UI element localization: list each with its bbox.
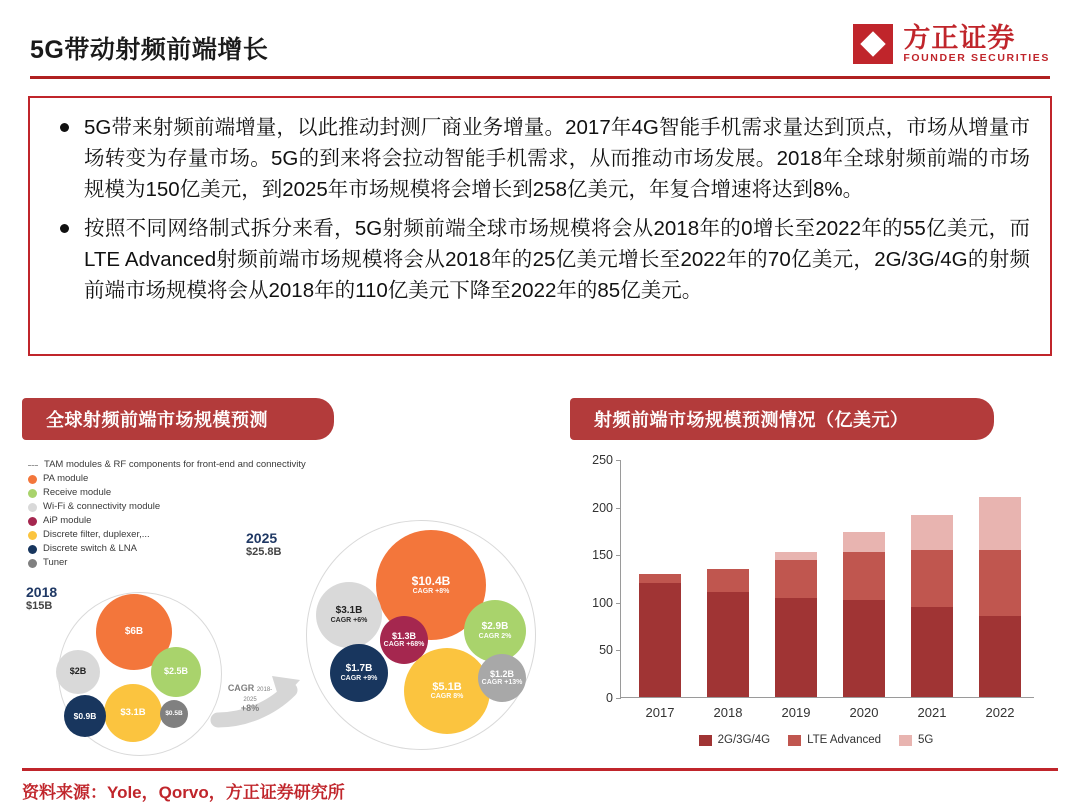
bar-segment-lte [707,569,749,593]
year-value: 2025 [246,530,278,546]
x-axis-tick: 2020 [849,705,879,720]
legend-item-note [28,458,306,472]
bubble-figure [18,452,546,752]
bubble-value: $6B [124,625,144,637]
bubble-cagr: CAGR +68% [383,641,425,649]
bar-column-2019 [775,552,817,720]
bubble-switch-2025 [330,644,388,702]
legend-swatch-icon [699,735,712,746]
bar-segment-5g [843,532,885,552]
page-title: 5G带动射频前端增长 [30,36,269,64]
arrow-cagr-label [224,684,276,714]
section-banner-right: 射频前端市场规模预测情况（亿美元） [570,398,994,440]
legend-color-dot-icon [28,489,37,498]
bar-segment-2g3g4g [911,607,953,697]
bubble-value: $0.9B [73,710,97,721]
legend-label: 5G [918,734,934,746]
bubble-value: $1.2B [489,668,515,679]
bubble-filter-2025 [404,648,490,734]
source-note: 资料来源：Yole，Qorvo，方正证券研究所 [22,783,345,802]
header-divider [30,76,1050,79]
bubble-value: $2.5B [163,666,189,677]
footer-divider [22,768,1058,771]
bar-segment-2g3g4g [639,583,681,697]
bar-segment-5g [979,497,1021,549]
y-axis-tick: 200 [592,501,621,515]
bubble-value: $2.9B [481,621,509,633]
bar-segment-2g3g4g [843,600,885,697]
legend-item-aip [28,514,306,528]
bullet-item: 5G带来射频前端增量，以此推动封测厂商业务增量。2017年4G智能手机需求量达到顶点，市场从增量市场转变为存量市场。5G的到来将会拉动智能手机需求，从而推动市场发展。2018年全球射频前端的市场规模为150亿美元，到2025年市场规模将会增长到258亿美元，年复合增速将达到8%。 [50,112,1030,205]
bubble-receive-2018 [151,647,201,697]
bubble-switch-2018 [64,695,106,737]
year-label-2018 [26,584,57,613]
y-axis-tick: 100 [592,596,621,610]
bar-segment-lte [979,550,1021,617]
bubble-value: $10.4B [411,574,451,589]
legend-label: Tuner [43,557,68,568]
bubble-cagr: CAGR +6% [330,616,368,624]
bubble-value: $3.1B [120,707,146,719]
y-axis-tick: 0 [606,691,621,705]
logo-company-cn: 方正证券 [903,23,1016,54]
y-axis-tick: 150 [592,548,621,562]
bubble-tuner-2025 [478,654,526,702]
bubble-value: $5.1B [432,680,462,693]
bubble-cagr: CAGR 2% [478,632,512,640]
legend-item-receive [28,486,306,500]
bar-segment-5g [775,552,817,560]
bar-column-2017 [639,574,681,720]
dashed-line-icon [28,465,38,466]
bubble-wifi-2025 [316,582,382,648]
legend-color-dot-icon [28,503,37,512]
chart-legend [566,734,1066,746]
legend-note-label: TAM modules & RF components for front-end and connectivity [44,459,306,470]
bubble-value: $0.5B [165,709,183,717]
bar-segment-lte [911,550,953,607]
bar-chart [566,448,1066,760]
legend-color-dot-icon [28,517,37,526]
x-axis-tick: 2018 [713,705,743,720]
bubble-value: $2B [69,666,87,677]
chart-legend-item-5g [899,734,933,746]
year-value: 2018 [26,584,58,600]
bar-segment-2g3g4g [707,592,749,697]
bubble-tuner-2018 [160,700,188,728]
logo-diamond-icon [853,24,893,64]
logo-text [903,24,1050,63]
legend-label: LTE Advanced [807,734,882,746]
chart-plot-area [592,453,1034,720]
legend-label: 2G/3G/4G [717,734,771,746]
bubble-receive-2025 [464,600,526,662]
arrow-cagr-value: +8% [240,702,260,713]
bubble-cagr: CAGR +9% [340,674,378,682]
legend-label: Wi-Fi & connectivity module [43,501,161,512]
logo-company-en: FOUNDER SECURITIES [903,51,1050,64]
legend-label: AiP module [43,515,92,526]
bar-segment-lte [775,560,817,598]
arrow-cagr-main: CAGR [227,683,255,693]
year-label-2025 [246,530,281,559]
bubble-filter-2018 [104,684,162,742]
x-axis-tick: 2017 [645,705,675,720]
bubble-wifi-2018 [56,650,100,694]
section-banner-left: 全球射频前端市场规模预测 [22,398,334,440]
legend-color-dot-icon [28,545,37,554]
legend-item-wifi [28,500,306,514]
legend-swatch-icon [788,735,801,746]
bubble-cagr: CAGR 8% [430,693,464,701]
legend-label: Discrete filter, duplexer,... [43,529,150,540]
year-total: $25.8B [246,546,282,559]
year-total: $15B [26,600,53,613]
bar-column-2020 [843,532,885,720]
bar-segment-2g3g4g [979,616,1021,697]
bar-segment-lte [639,574,681,583]
legend-label: Receive module [43,487,112,498]
bar-segment-5g [911,515,953,549]
bubble-value: $3.1B [335,605,363,617]
y-axis-tick: 50 [599,643,621,657]
y-axis-tick: 250 [592,453,621,467]
slide-header [0,0,1080,86]
chart-legend-item-2g3g4g [699,734,770,746]
legend-label: PA module [43,473,89,484]
bullet-item: 按照不同网络制式拆分来看，5G射频前端全球市场规模将会从2018年的0增长至2022年的55亿美元，而LTE Advanced射频前端市场规模将会从2018年的25亿美元增长至2022年的70亿美元，2G/3G/4G的射频前端市场规模将会从2018年的110亿美元下降至2022年的85亿美元。 [50,213,1030,306]
x-axis-tick: 2021 [917,705,947,720]
legend-swatch-icon [899,735,912,746]
legend-item-pa [28,472,306,486]
body-textbox [28,96,1052,356]
x-axis-tick: 2022 [985,705,1015,720]
legend-label: Discrete switch & LNA [43,543,137,554]
bar-column-2021 [911,515,953,720]
bubble-cagr: CAGR +8% [412,587,450,595]
legend-color-dot-icon [28,475,37,484]
bubble-value: $1.7B [345,663,373,675]
x-axis-tick: 2019 [781,705,811,720]
bubble-value: $1.3B [391,630,417,641]
bar-column-2022 [979,497,1021,720]
bubble-cagr: CAGR +13% [481,679,523,687]
chart-legend-item-lte [788,734,881,746]
legend-color-dot-icon [28,531,37,540]
bar-segment-2g3g4g [775,598,817,697]
bar-segment-lte [843,552,885,600]
arrow-cagr-period: 2018-2025 [243,687,273,703]
bar-column-2018 [707,569,749,720]
legend-color-dot-icon [28,559,37,568]
logo [853,24,1050,64]
